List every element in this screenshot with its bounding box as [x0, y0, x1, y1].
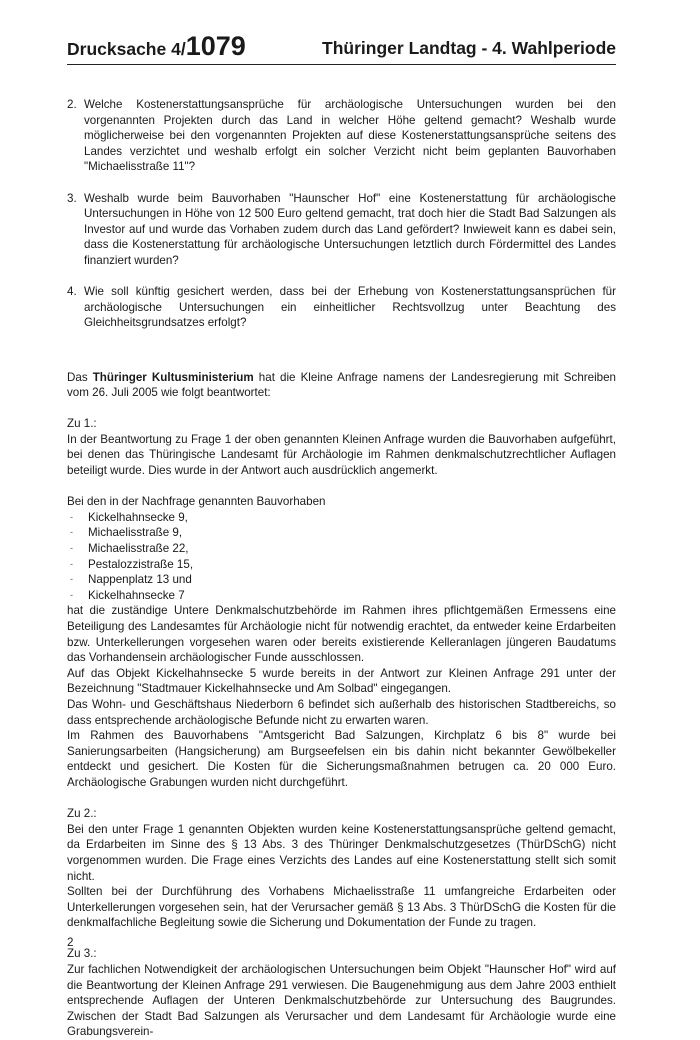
answer-3-heading: Zu 3.:	[67, 947, 97, 961]
list-item: - Kickelhahnsecke 7	[70, 588, 185, 602]
question-item	[67, 97, 616, 175]
answer-1-paragraph: In der Beantwortung zu Frage 1 der oben genannten Kleinen Anfrage wurden die Bauvorhaben aufgeführt, bei denen das Thüringische Landesamt für Archäologie im Rahmen denkmalschutzrechtlicher Auflagen beteiligt wurde. Dies wurde in der Antwort auch ausdrücklich angemerkt.	[67, 432, 616, 478]
question-text: Wie soll künftig gesichert werden, dass bei der Erhebung von Kostenerstattungsansprüchen für archäologische Untersuchungen ein einheitlicher Rechtsvollzug unter Beachtung des Gleichheitsgrundsatzes erfolgt?	[84, 285, 616, 330]
answer-2-paragraph: Bei den unter Frage 1 genannten Objekten wurden keine Kostenerstattungsansprüche geltend gemacht, da Erdarbeiten im Sinne des § 13 Abs. 3 des Thüringer Denkmalschutzgesetzes (ThürDSchG) nicht vorgenommen wurden. Die Frage eines Verzichts des Landes auf eine Kostenerstattung stellt sich somit nicht.	[67, 822, 616, 883]
question-item	[67, 191, 616, 269]
list-item: - Michaelisstraße 22,	[70, 542, 189, 556]
list-item: - Michaelisstraße 9,	[70, 526, 183, 540]
question-number: 3.	[67, 191, 77, 205]
document-number	[67, 33, 246, 60]
list-item: - Nappenplatz 13 und	[70, 573, 192, 587]
document-number-prefix: Drucksache 4/	[67, 39, 186, 59]
document-number-value: 1079	[185, 31, 246, 61]
question-text: Weshalb wurde beim Bauvorhaben "Haunscher Hof" eine Kostenerstattung für archäologische Untersuchungen in Höhe von 12 500 Euro geltend gemacht, trat doch hier die Stadt Bad Salzungen als Investor auf und wurde das Vorhaben zudem durch das Land gefördert? Inwieweit kann es dabei sein, dass die Kostenerstattung für archäologische Untersuchungen letztlich durch Fördermittel des Landes finanziert wurden?	[84, 191, 616, 267]
question-number: 2.	[67, 98, 77, 111]
answer-1-paragraph: Auf das Objekt Kickelhahnsecke 5 wurde bereits in der Antwort zur Kleinen Anfrage 291 unter der Bezeichnung "Stadtmauer Kickelhahnsecke und Am Solbad" eingegangen.	[67, 666, 616, 696]
parliament-title: Thüringer Landtag - 4. Wahlperiode	[322, 38, 616, 58]
list-item: - Kickelhahnsecke 9,	[70, 510, 188, 524]
answer-1-paragraph: hat die zuständige Untere Denkmalschutzbehörde im Rahmen ihres pflichtgemäßen Ermessens eine Beteiligung des Landesamtes für Archäologie nicht für notwendig erachtet, da entweder keine Erdarbeiten bzw. Unterkellerungen vorgesehen waren oder bereits existierende Kelleranlagen jüngeren Baudatums das Vorhandensein archäologischer Funde ausschlossen.	[67, 604, 616, 665]
answer-1-list-intro: Bei den in der Nachfrage genannten Bauvorhaben	[67, 495, 326, 509]
answer-2-heading: Zu 2.:	[67, 807, 97, 821]
list-item: - Pestalozzistraße 15,	[70, 557, 194, 571]
answer-2-paragraph: Sollten bei der Durchführung des Vorhabens Michaelisstraße 11 umfangreiche Erdarbeiten oder Unterkellerungen vorgesehen sein, hat der Verursacher gemäß § 13 Abs. 3 ThürDSchG die Kosten für die denkmalfachliche Begleitung sowie die Sicherung und Dokumentation der Funde zu tragen.	[67, 885, 616, 930]
page-header	[67, 30, 616, 65]
question-text: Welche Kostenerstattungsansprüche für archäologische Untersuchungen wurden bei den vorgenannten Projekten durch das Land in welcher Höhe geltend gemacht? Weshalb wurde möglicherweise bei den vorgenannten Projekten auf diese Kostenerstattungsansprüche seitens des Landes verzichtet und weshalb erfolgt ein solcher Verzicht nicht beim geplanten Bauvorhaben "Michaelisstraße 11"?	[84, 98, 616, 174]
ministry-name: Thüringer Kultusministerium	[92, 370, 254, 384]
question-number: 4.	[67, 285, 77, 299]
document-body	[67, 97, 616, 1040]
answer-1-heading: Zu 1.:	[67, 417, 97, 431]
answer-1-paragraph: Das Wohn- und Geschäftshaus Niederborn 6 befindet sich außerhalb des historischen Stadtbereichs, so dass entsprechende archäologische Befunde nicht zu erwarten waren.	[67, 697, 616, 727]
answer-3-paragraph: Zur fachlichen Notwendigkeit der archäologischen Untersuchungen beim Objekt "Haunscher Hof" wird auf die Beantwortung der Kleinen Anfrage 291 verwiesen. Die Baugenehmigung aus dem Jahre 2003 enthielt entsprechende Auflagen der Unteren Denkmalschutzbehörde zur Untersuchung des Baugrundes. Zwischen der Stadt Bad Salzungen als Verursacher und dem Landesamt für Archäologie wurde eine Grabungsverein-	[67, 963, 616, 1039]
question-item	[67, 284, 616, 331]
page-number: 2	[67, 936, 74, 949]
answer-intro: Das Thüringer Kultusministerium hat die Kleine Anfrage namens der Landesregierung mit Schreiben vom 26. Juli 2005 wie folgt beantwortet:	[67, 370, 616, 400]
answer-1-paragraph: Im Rahmen des Bauvorhabens "Amtsgericht Bad Salzungen, Kirchplatz 6 bis 8" wurde bei Sanierungsarbeiten (Hangsicherung) am Burgseefelsen ein bis dahin nicht bekannter Gewölbekeller entdeckt und gesichert. Die Kosten für die Sicherungsmaßnahmen betrugen ca. 20 000 Euro. Archäologische Grabungen wurden nicht durchgeführt.	[67, 729, 616, 789]
construction-project-list	[67, 510, 616, 604]
